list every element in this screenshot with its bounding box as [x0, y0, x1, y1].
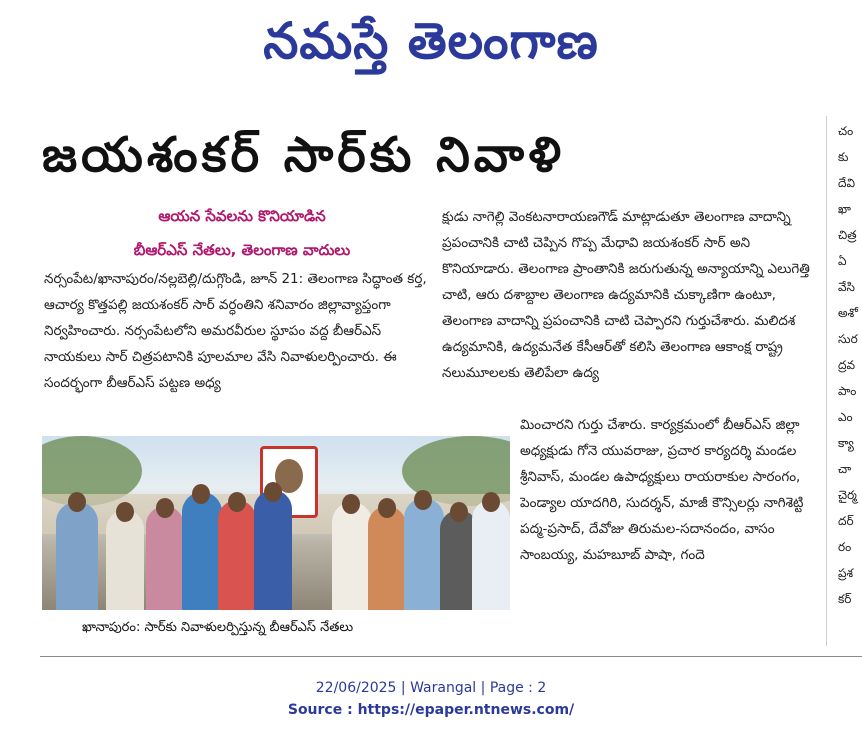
photo-person — [472, 500, 510, 610]
article-body-middle-continued: మించారని గుర్తు చేశారు. కార్యక్రమంలో బీఆర్ఎస్ జిల్లా అధ్యక్షుడు గోనె యువరాజు, ప్రచార కార్యదర్శి మండల శ్రీనివాస్, మండల ఉపాధ్యక్షులు రాయరాకుల సారంగం, పెండ్యాల యాదగిరి, సుదర్శన్, మాజీ కౌన్సిలర్లు నాగిశెట్టి పద్మ-ప్రసాద్, దేవోజు తిరుమల-సదానందం, వాసం సాంబయ్య, మహబూబ్ పాషా, గందె — [520, 417, 804, 563]
photo-head — [228, 492, 246, 512]
adjacent-article-column: చం కు దేవి ఖా చిత్ర ఏ వేసి అశో సుర ద్రవ పాం ఎం క్యా చా చైర్మ దర్ రం ప్రశ కర్ — [838, 124, 858, 606]
photo-head — [482, 492, 500, 512]
article-kicker-line1: ఆయన సేవలను కొనియాడిన — [158, 207, 326, 225]
photo-head — [264, 482, 282, 502]
article-body-middle: క్షుడు నాగెల్లి వెంకటనారాయణగౌడ్ మాట్లాడుతూ తెలంగాణ వాదాన్ని ప్రపంచానికి చాటి చెప్పిన గొప్ప మేధావి జయశంకర్ సార్ అని కొనియాడారు. తెలంగాణ ప్రాంతానికి జరుగుతున్న అన్యాయాన్ని ఎలుగెత్తి చాటి, ఆరు దశాబ్దాల తెలంగాణ ఉద్యమానికి చుక్కాణిగా ఉంటూ, తెలంగాణ వాదాన్ని ప్రపంచానికి చాటి చెప్పారని గుర్తుచేశారు. మలిదశ ఉద్యమానికి, ఉద్యమనేత కేసీఆర్‌తో కలిసి తెలంగాణ ఆకాంక్ష రాష్ట్ర నలుమూలలకు తెలిపేలా ఉద్య — [442, 209, 810, 381]
footer-separator: | — [400, 680, 406, 696]
photo-caption: ఖానాపురం: సార్‌కు నివాళులర్పిస్తున్న బీఆర్ఎస్ నేతలు — [82, 620, 354, 635]
article-headline: జయశంకర్ సార్‌కు నివాళి — [42, 127, 566, 183]
footer-edition-line — [0, 678, 862, 698]
photo-person — [182, 492, 222, 610]
photo-head — [156, 498, 174, 518]
photo-person — [254, 490, 292, 610]
footer-source-label: Source : — [287, 702, 358, 718]
photo-head — [342, 494, 360, 514]
article-body-left: నర్సంపేట/ఖానాపురం/నల్లబెల్లి/దుగ్గొండి, జూన్ 21: తెలంగాణ సిద్ధాంత కర్త, ఆచార్య కొత్తపల్లి జయశంకర్ సార్ వర్ధంతిని శనివారం జిల్లావ్యాప్తంగా నిర్వహించారు. నర్సంపేటలోని అమరవీరుల స్థూపం వద్ద బీఆర్ఎస్ నాయకులు సార్ చిత్రపటానికి పూలమాల వేసి నివాళులర్పించారు. ఈ సందర్భంగా బీఆర్ఎస్ పట్టణ అధ్య — [44, 271, 427, 391]
photo-person — [368, 506, 406, 610]
footer-source-link[interactable]: https://epaper.ntnews.com/ — [357, 702, 575, 718]
photo-person — [106, 510, 144, 610]
photo-head — [116, 502, 134, 522]
photo-person — [332, 502, 372, 610]
photo-head — [414, 490, 432, 510]
footer-separator: | — [480, 680, 486, 696]
photo-person — [218, 500, 256, 610]
footer-edition: Warangal — [410, 680, 477, 696]
photo-head — [378, 498, 396, 518]
photo-person — [56, 502, 98, 610]
news-photo — [42, 436, 510, 610]
photo-head — [68, 492, 86, 512]
article-kicker-line2: బీఆర్ఎస్ నేతలు, తెలంగాణ వాదులు — [133, 241, 351, 259]
footer-source-line — [0, 700, 862, 720]
photo-person — [404, 498, 444, 610]
masthead-logo: నమస్తే తెలంగాణ — [263, 12, 599, 70]
article-clipping — [0, 90, 862, 635]
footer-page: Page : 2 — [489, 680, 547, 696]
photo-person — [146, 506, 184, 610]
photo-head — [450, 502, 468, 522]
column-rule — [826, 116, 827, 646]
photo-head — [192, 484, 210, 504]
footer-date: 22/06/2025 — [315, 680, 397, 696]
footer-divider — [40, 656, 862, 657]
